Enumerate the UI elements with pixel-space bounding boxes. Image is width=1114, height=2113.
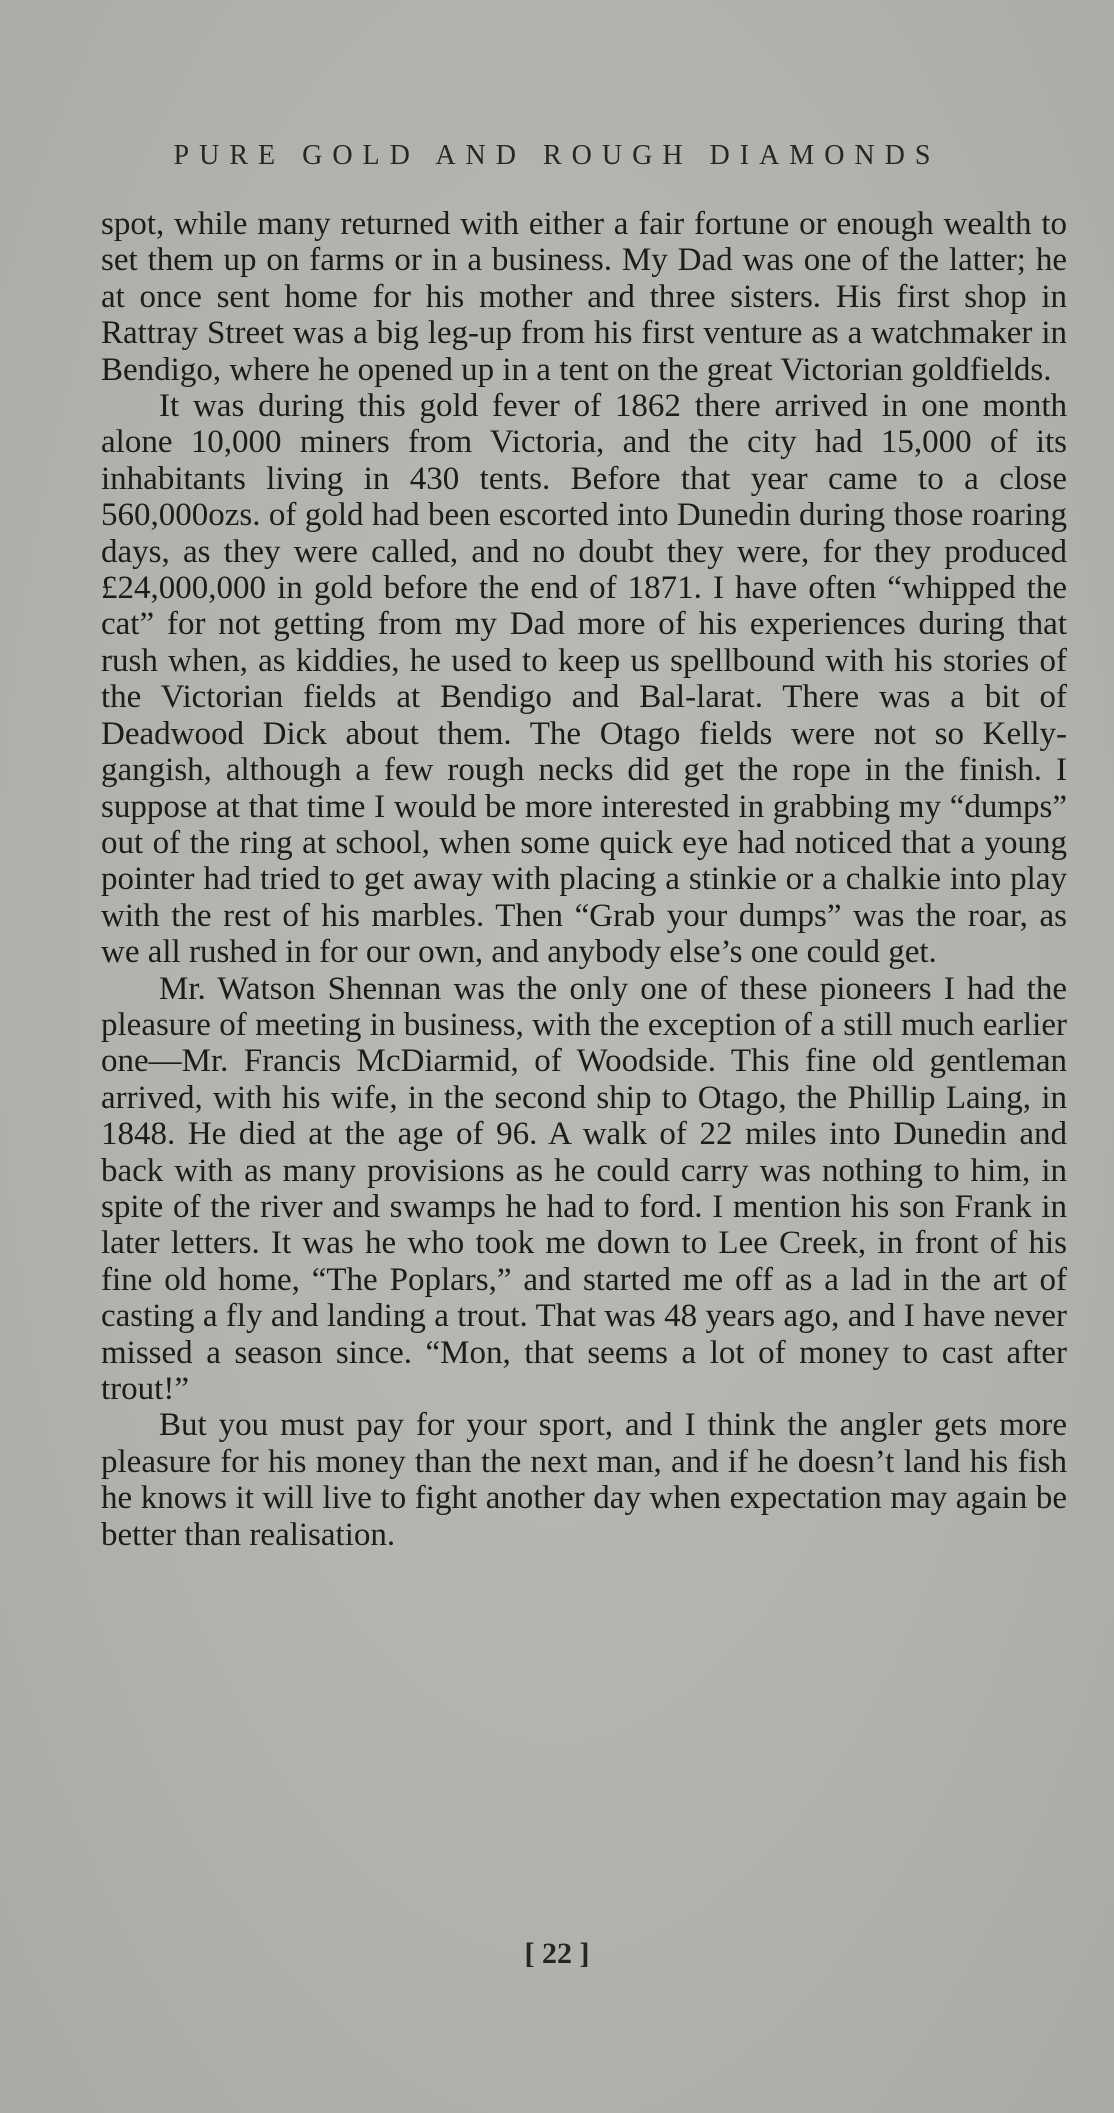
paragraph-1: spot, while many returned with either a fair fortune or enough wealth to set them up on farms or in a business. My Dad was one of the latter; he at once sent home for his mother and three sisters. His first shop in Rattray Street was a big leg-up from his first venture as a watchmaker in Bendigo, where he opened up in a tent on the great Victorian goldfields. [101, 206, 1067, 388]
page-number: [ 22 ] [524, 1937, 590, 1970]
paragraph-2: It was during this gold fever of 1862 there arrived in one month alone 10,000 miners from Victoria, and the city had 15,000 of its inhabitants living in 430 tents. Before that year came to a close 560,000ozs. of gold had been escorted into Dunedin during those roaring days, as they were called, and no doubt they were, for they produced £24,000,000 in gold before the end of 1871. I have often “whipped the cat” for not getting from my Dad more of his experiences during that rush when, as kiddies, he used to keep us spellbound with his stories of the Victorian fields at Bendigo and Bal-larat. There was a bit of Deadwood Dick about them. The Otago fields were not so Kelly-gangish, although a few rough necks did get the rope in the finish. I suppose at that time I would be more interested in grabbing my “dumps” out of the ring at school, when some quick eye had noticed that a young pointer had tried to get away with placing a stinkie or a chalkie into play with the rest of his marbles. Then “Grab your dumps” was the roar, as we all rushed in for our own, and anybody else’s one could get. [101, 388, 1067, 971]
running-head: PURE GOLD AND ROUGH DIAMONDS [173, 140, 941, 171]
body-text [101, 206, 1067, 1553]
paragraph-4: But you must pay for your sport, and I think the angler gets more pleasure for his money than the next man, and if he doesn’t land his fish he knows it will live to fight another day when expectation may again be better than realisation. [101, 1407, 1067, 1553]
paragraph-3: Mr. Watson Shennan was the only one of these pioneers I had the pleasure of meeting in business, with the exception of a still much earlier one—Mr. Francis McDiarmid, of Woodside. This fine old gentleman arrived, with his wife, in the second ship to Otago, the Phillip Laing, in 1848. He died at the age of 96. A walk of 22 miles into Dunedin and back with as many provisions as he could carry was nothing to him, in spite of the river and swamps he had to ford. I mention his son Frank in later letters. It was he who took me down to Lee Creek, in front of his fine old home, “The Poplars,” and started me off as a lad in the art of casting a fly and landing a trout. That was 48 years ago, and I have never missed a season since. “Mon, that seems a lot of money to cast after trout!” [101, 970, 1067, 1407]
